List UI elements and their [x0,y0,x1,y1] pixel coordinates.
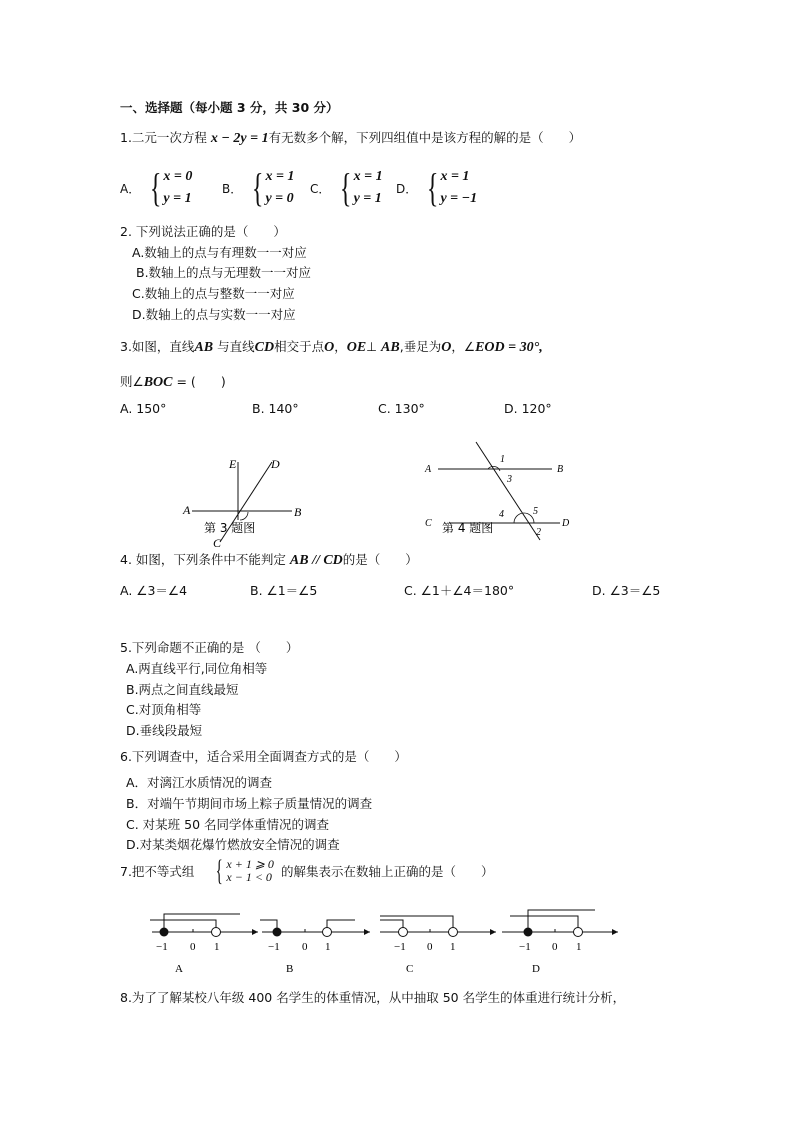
q3-o: O [324,340,335,355]
q4-option-d[interactable]: D. ∠3＝∠5 [592,583,661,598]
tick-label: −1 [156,941,168,953]
question-4-stem [120,552,418,569]
q1-option-label: D． [396,181,418,196]
brace-icon: { [340,165,352,210]
q1-option-label: B． [222,181,243,196]
tick-label: −1 [519,941,531,953]
q1-option-eq1: x = 1 [440,169,470,184]
angle-arc [514,513,534,523]
q1-option-d[interactable] [396,166,477,210]
point-c-label: C [213,536,222,550]
point-a-label: A [425,464,432,475]
q4-option-c[interactable]: C. ∠1＋∠4＝180° [404,583,515,598]
brace-icon: { [427,165,439,210]
option-label: C [406,963,414,975]
question-3-stem-line2 [120,374,226,391]
point-b-label: B [294,505,302,519]
q7-inequality-2: x − 1 < 0 [226,870,272,884]
tick-label: −1 [394,941,406,953]
option-label: B [286,963,294,975]
angle-2-label: 2 [536,527,541,538]
q2-option-c[interactable]: C.数轴上的点与整数一一对应 [132,286,295,301]
q4-ab: AB [289,553,309,568]
point-a-label: A [183,503,191,517]
q1-option-eq2: y = −1 [440,191,478,206]
q3-option-c[interactable]: C. 130° [378,401,425,416]
q1-option-label: C． [310,181,331,196]
q7-prefix: 7.把不等式组 [120,864,195,879]
figure-3-caption: 第 3 题图 [204,521,256,535]
q3-text: 3.如图，直线 [120,339,195,354]
q5-option-a[interactable]: A.两直线平行,同位角相等 [126,661,268,676]
q2-option-d[interactable]: D.数轴上的点与实数一一对应 [132,307,296,322]
q1-option-eq2: y = 0 [265,191,294,206]
q4-option-a[interactable]: A. ∠3＝∠4 [120,583,188,598]
q3-boc: BOC [143,375,173,390]
q3-text: ， [334,339,347,354]
tick-label: 1 [576,941,582,953]
number-line-c[interactable] [380,916,496,975]
q6-option-d[interactable]: D.对某类烟花爆竹燃放安全情况的调查 [126,837,340,852]
tick-label: 0 [302,941,308,953]
tick-label: 0 [427,941,433,953]
q2-option-a[interactable]: A.数轴上的点与有理数一一对应 [132,245,307,260]
q3-text: ⊥ [366,339,382,354]
q3-ab: AB [381,340,400,355]
option-label: A [175,963,183,975]
q3-text: ,垂足为 [399,339,442,354]
question-5-stem: 5.下列命题不正确的是 （ ） [120,640,299,655]
q4-cd: CD [323,553,343,568]
q3-text: 相交于点 [274,339,325,354]
q1-equation: x − 2y = 1 [210,131,269,146]
q4-text: 的是（ ） [342,552,418,567]
q3-text: = ( ) [172,374,226,389]
brace-icon: { [150,165,162,210]
point-b-label: B [557,464,564,475]
tick-label: 1 [214,941,220,953]
q5-option-b[interactable]: B.两点之间直线最短 [126,682,239,697]
q3-option-d[interactable]: D. 120° [504,401,552,416]
q7-number-lines [140,900,630,980]
q1-option-eq2: y = 1 [163,191,192,206]
q7-inequality-system [212,856,274,886]
q7-suffix: 的解集表示在数轴上正确的是（ ） [281,864,494,879]
tick-label: 0 [552,941,558,953]
q1-option-c[interactable] [310,166,383,210]
tick-label: 1 [325,941,331,953]
question-7-stem [120,864,194,880]
q1-option-a[interactable] [120,166,192,210]
point-e-label: E [229,457,237,471]
question-1-stem [120,130,581,147]
question-6-stem: 6.下列调查中，适合采用全面调查方式的是（ ） [120,749,407,764]
q4-parallel: // [308,553,324,568]
q4-text: 4. 如图，下列条件中不能判定 [120,552,290,567]
tick-label: −1 [268,941,280,953]
number-line-a[interactable] [150,914,258,975]
figure-4-diagram [420,438,580,543]
q2-option-b[interactable]: B.数轴上的点与无理数一一对应 [136,265,312,280]
tick-label: 1 [450,941,456,953]
q1-option-eq1: x = 1 [265,169,295,184]
q1-suffix: 有无数多个解，下列四组值中是该方程的解的是（ ） [268,130,582,145]
angle-1-label: 1 [500,454,505,465]
q3-text: 则∠ [120,374,144,389]
point-d-label: D [562,518,570,529]
question-8-stem: 8.为了了解某校八年级 400 名学生的体重情况，从中抽取 50 名学生的体重进行统计分析， [120,990,626,1005]
number-line-b[interactable] [260,920,370,975]
q7-inequality-1: x + 1 ⩾ 0 [226,857,274,871]
q3-text: 与直线 [213,339,255,354]
q5-option-c[interactable]: C.对顶角相等 [126,702,202,717]
point-d-label: D [271,457,280,471]
q6-option-b[interactable]: B．对端午节期间市场上粽子质量情况的调查 [126,796,373,811]
angle-5-label: 5 [533,506,538,517]
angle-3-label: 3 [507,474,512,485]
q3-text: = 30°, [504,340,543,355]
q3-cd: CD [254,340,275,355]
q3-o: O [441,340,452,355]
q4-option-b[interactable]: B. ∠1＝∠5 [250,583,318,598]
q6-option-a[interactable]: A．对漓江水质情况的调查 [126,775,273,790]
brace-icon: { [252,165,264,210]
brace-icon: { [215,854,223,887]
figure-4-caption: 第 4 题图 [442,521,494,535]
q1-option-eq1: x = 0 [163,169,193,184]
angle-4-label: 4 [499,509,504,520]
q3-ab: AB [194,340,214,355]
q3-eod: EOD [475,340,505,355]
q3-option-b[interactable]: B. 140° [252,401,299,416]
q3-option-a[interactable]: A. 150° [120,401,167,416]
q1-option-eq2: y = 1 [353,191,382,206]
angle-arc [240,512,248,520]
question-2-stem: 2. 下列说法正确的是（ ） [120,224,286,239]
q1-prefix: 1.二元一次方程 [120,130,211,145]
option-label: D [532,963,540,975]
q6-option-c[interactable]: C. 对某班 50 名同学体重情况的调查 [126,817,330,832]
number-line-d[interactable] [502,910,618,975]
q1-option-eq1: x = 1 [353,169,383,184]
section-title: 一、选择题（每小题 3 分，共 30 分） [120,100,339,115]
q1-option-label: A． [120,181,141,196]
point-c-label: C [425,518,432,529]
q3-oe: OE [346,340,367,355]
figure-3-diagram [170,448,320,550]
q5-option-d[interactable]: D.垂线段最短 [126,723,203,738]
tick-label: 0 [190,941,196,953]
question-3-stem [120,339,543,356]
q1-option-b[interactable] [222,166,294,210]
q3-text: ，∠ [451,339,476,354]
